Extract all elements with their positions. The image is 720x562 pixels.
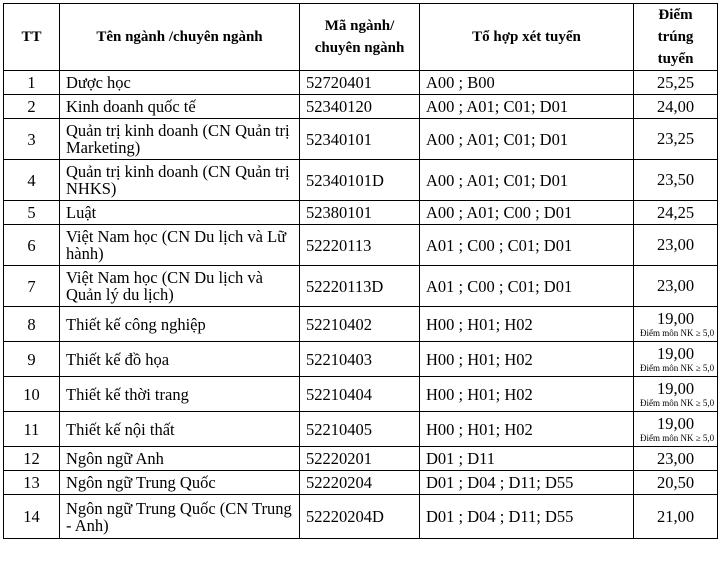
cell-code: 52340101D: [300, 160, 420, 201]
cell-name: Việt Nam học (CN Du lịch và Quản lý du lịch): [60, 266, 300, 307]
table-row: [4, 225, 718, 266]
cell-code: 52220113D: [300, 266, 420, 307]
score-value: 25,25: [656, 72, 695, 92]
cell-score: [634, 307, 718, 342]
cell-score: [634, 471, 718, 495]
cell-name: Dược học: [60, 71, 300, 95]
cell-score: [634, 342, 718, 377]
cell-code: 52220204D: [300, 495, 420, 539]
cell-name: Ngôn ngữ Trung Quốc: [60, 471, 300, 495]
table-row: [4, 447, 718, 471]
cell-combo: H00 ; H01; H02: [420, 307, 634, 342]
cell-tt: 14: [4, 495, 60, 539]
cell-name: Kinh doanh quốc tế: [60, 95, 300, 119]
cell-code: 52210403: [300, 342, 420, 377]
cell-name: Việt Nam học (CN Du lịch và Lữ hành): [60, 225, 300, 266]
table-row: [4, 160, 718, 201]
header-name: Tên ngành /chuyên ngành: [60, 4, 300, 71]
cell-name: Ngôn ngữ Anh: [60, 447, 300, 471]
cell-score: [634, 447, 718, 471]
cell-code: 52210404: [300, 377, 420, 412]
cell-score: [634, 119, 718, 160]
score-note: Điểm môn NK ≥ 5,0: [640, 432, 715, 443]
cell-code: 52380101: [300, 201, 420, 225]
cell-tt: 7: [4, 266, 60, 307]
cell-score: [634, 201, 718, 225]
score-value: 23,25: [656, 129, 695, 148]
cell-tt: 13: [4, 471, 60, 495]
cell-tt: 9: [4, 342, 60, 377]
cell-tt: 3: [4, 119, 60, 160]
cell-name: Quản trị kinh doanh (CN Quản trị Marketing): [60, 119, 300, 160]
cell-combo: A00 ; A01; C00 ; D01: [420, 201, 634, 225]
table-row: [4, 71, 718, 95]
cell-tt: 6: [4, 225, 60, 266]
cell-code: 52340120: [300, 95, 420, 119]
table-row: [4, 95, 718, 119]
table-row: [4, 307, 718, 342]
header-row: [4, 4, 718, 71]
cell-name: Thiết kế đồ họa: [60, 342, 300, 377]
cell-tt: 8: [4, 307, 60, 342]
cell-tt: 10: [4, 377, 60, 412]
cell-tt: 5: [4, 201, 60, 225]
header-score: Điểm trúng tuyển: [634, 4, 718, 71]
score-value: 19,00: [656, 343, 695, 363]
admission-scores-table: [3, 3, 718, 539]
table-row: [4, 495, 718, 539]
table-row: [4, 119, 718, 160]
score-note: Điểm môn NK ≥ 5,0: [640, 397, 715, 408]
header-combo: Tổ hợp xét tuyển: [420, 4, 634, 71]
cell-combo: H00 ; H01; H02: [420, 412, 634, 447]
cell-code: 52340101: [300, 119, 420, 160]
score-value: 23,00: [656, 276, 695, 295]
score-value: 24,00: [656, 96, 695, 116]
score-value: 23,00: [656, 448, 695, 468]
cell-code: 52220113: [300, 225, 420, 266]
cell-combo: H00 ; H01; H02: [420, 342, 634, 377]
score-value: 23,50: [656, 170, 695, 189]
cell-code: 52210405: [300, 412, 420, 447]
cell-code: 52720401: [300, 71, 420, 95]
cell-combo: D01 ; D04 ; D11; D55: [420, 495, 634, 539]
cell-tt: 2: [4, 95, 60, 119]
table-row: [4, 266, 718, 307]
cell-name: Thiết kế thời trang: [60, 377, 300, 412]
cell-combo: D01 ; D11: [420, 447, 634, 471]
score-value: 23,00: [656, 235, 695, 254]
score-value: 20,50: [656, 472, 695, 492]
score-value: 19,00: [656, 378, 695, 398]
score-value: 24,25: [656, 202, 695, 222]
cell-name: Luật: [60, 201, 300, 225]
score-value: 21,00: [656, 506, 695, 526]
cell-score: [634, 495, 718, 539]
cell-combo: A00 ; A01; C01; D01: [420, 160, 634, 201]
cell-name: Ngôn ngữ Trung Quốc (CN Trung - Anh): [60, 495, 300, 539]
cell-combo: A00 ; A01; C01; D01: [420, 95, 634, 119]
cell-name: Thiết kế công nghiệp: [60, 307, 300, 342]
cell-score: [634, 377, 718, 412]
cell-tt: 12: [4, 447, 60, 471]
score-note: Điểm môn NK ≥ 5,0: [640, 362, 715, 373]
cell-combo: D01 ; D04 ; D11; D55: [420, 471, 634, 495]
cell-tt: 11: [4, 412, 60, 447]
cell-tt: 4: [4, 160, 60, 201]
table-row: [4, 342, 718, 377]
cell-name: Quản trị kinh doanh (CN Quản trị NHKS): [60, 160, 300, 201]
table-row: [4, 377, 718, 412]
cell-combo: A01 ; C00 ; C01; D01: [420, 266, 634, 307]
cell-score: [634, 412, 718, 447]
score-value: 19,00: [656, 308, 695, 328]
cell-score: [634, 266, 718, 307]
cell-score: [634, 71, 718, 95]
table-row: [4, 412, 718, 447]
cell-combo: A00 ; A01; C01; D01: [420, 119, 634, 160]
cell-tt: 1: [4, 71, 60, 95]
cell-score: [634, 95, 718, 119]
header-tt: TT: [4, 4, 60, 71]
cell-code: 52210402: [300, 307, 420, 342]
header-code: Mã ngành/ chuyên ngành: [300, 4, 420, 71]
score-value: 19,00: [656, 413, 695, 433]
cell-name: Thiết kế nội thất: [60, 412, 300, 447]
cell-combo: A00 ; B00: [420, 71, 634, 95]
cell-code: 52220201: [300, 447, 420, 471]
cell-combo: A01 ; C00 ; C01; D01: [420, 225, 634, 266]
cell-score: [634, 225, 718, 266]
cell-code: 52220204: [300, 471, 420, 495]
score-note: Điểm môn NK ≥ 5,0: [640, 327, 715, 338]
table-row: [4, 201, 718, 225]
cell-score: [634, 160, 718, 201]
table-row: [4, 471, 718, 495]
cell-combo: H00 ; H01; H02: [420, 377, 634, 412]
